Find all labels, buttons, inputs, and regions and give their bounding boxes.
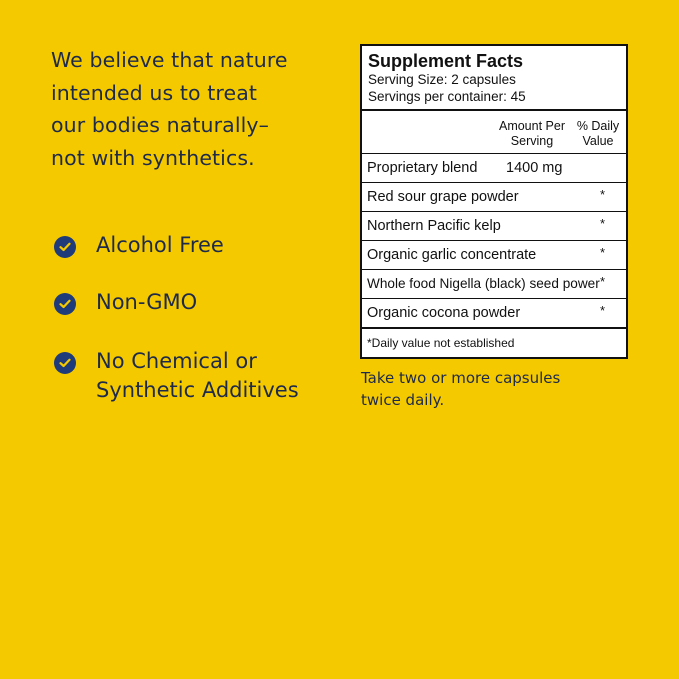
facts-row	[362, 270, 626, 299]
feature-label: No Chemical or	[96, 349, 257, 373]
ingredient-name: Organic cocona powder	[367, 305, 521, 321]
directions-line: twice daily.	[361, 391, 445, 409]
amount-per-serving-header	[497, 119, 567, 149]
facts-header	[362, 46, 626, 111]
ingredient-dv: *	[600, 216, 606, 231]
ingredient-name: Organic garlic concentrate	[367, 247, 537, 263]
facts-row	[362, 154, 626, 183]
servings-per-container: Servings per container: 45	[368, 89, 526, 104]
directions	[361, 367, 621, 411]
serving-size: Serving Size: 2 capsules	[368, 72, 516, 87]
intro-line: We believe that nature	[51, 48, 288, 72]
facts-row	[362, 241, 626, 270]
ingredient-dv: *	[600, 245, 606, 260]
header-line: Serving	[510, 134, 554, 148]
ingredient-name: Northern Pacific kelp	[367, 218, 501, 234]
facts-row	[362, 212, 626, 241]
feature-label: Synthetic Additives	[96, 378, 299, 402]
intro-statement	[51, 44, 331, 174]
intro-line: not with synthetics.	[51, 145, 255, 170]
ingredient-dv: *	[600, 274, 606, 289]
intro-line: intended us to treat	[51, 80, 257, 105]
check-circle-icon	[54, 352, 76, 374]
header-line: % Daily	[576, 119, 620, 133]
facts-row	[362, 183, 626, 212]
supplement-facts-panel	[360, 44, 628, 359]
header-line: Amount Per	[498, 119, 565, 133]
ingredient-dv: *	[600, 303, 606, 318]
facts-row	[362, 299, 626, 327]
facts-column-headers	[362, 111, 626, 154]
ingredient-amount: 1400 mg	[506, 160, 563, 176]
check-circle-icon	[54, 236, 76, 258]
intro-line: our bodies naturally–	[51, 113, 270, 137]
facts-footnote: *Daily value not established	[362, 327, 626, 357]
ingredient-dv: *	[600, 187, 606, 202]
header-line: Value	[582, 134, 614, 148]
feature-label: Non-GMO	[96, 290, 198, 314]
ingredient-name: Whole food Nigella (black) seed power	[367, 276, 600, 291]
feature-label: Alcohol Free	[96, 233, 224, 257]
feature-non-gmo	[54, 288, 197, 317]
check-circle-icon	[54, 293, 76, 315]
directions-line: Take two or more capsules	[361, 369, 561, 387]
ingredient-name: Red sour grape powder	[367, 189, 519, 205]
feature-no-additives	[54, 347, 299, 405]
facts-title: Supplement Facts	[368, 51, 524, 71]
ingredient-name: Proprietary blend	[367, 160, 478, 176]
feature-alcohol-free	[54, 231, 224, 260]
daily-value-header	[570, 119, 626, 149]
